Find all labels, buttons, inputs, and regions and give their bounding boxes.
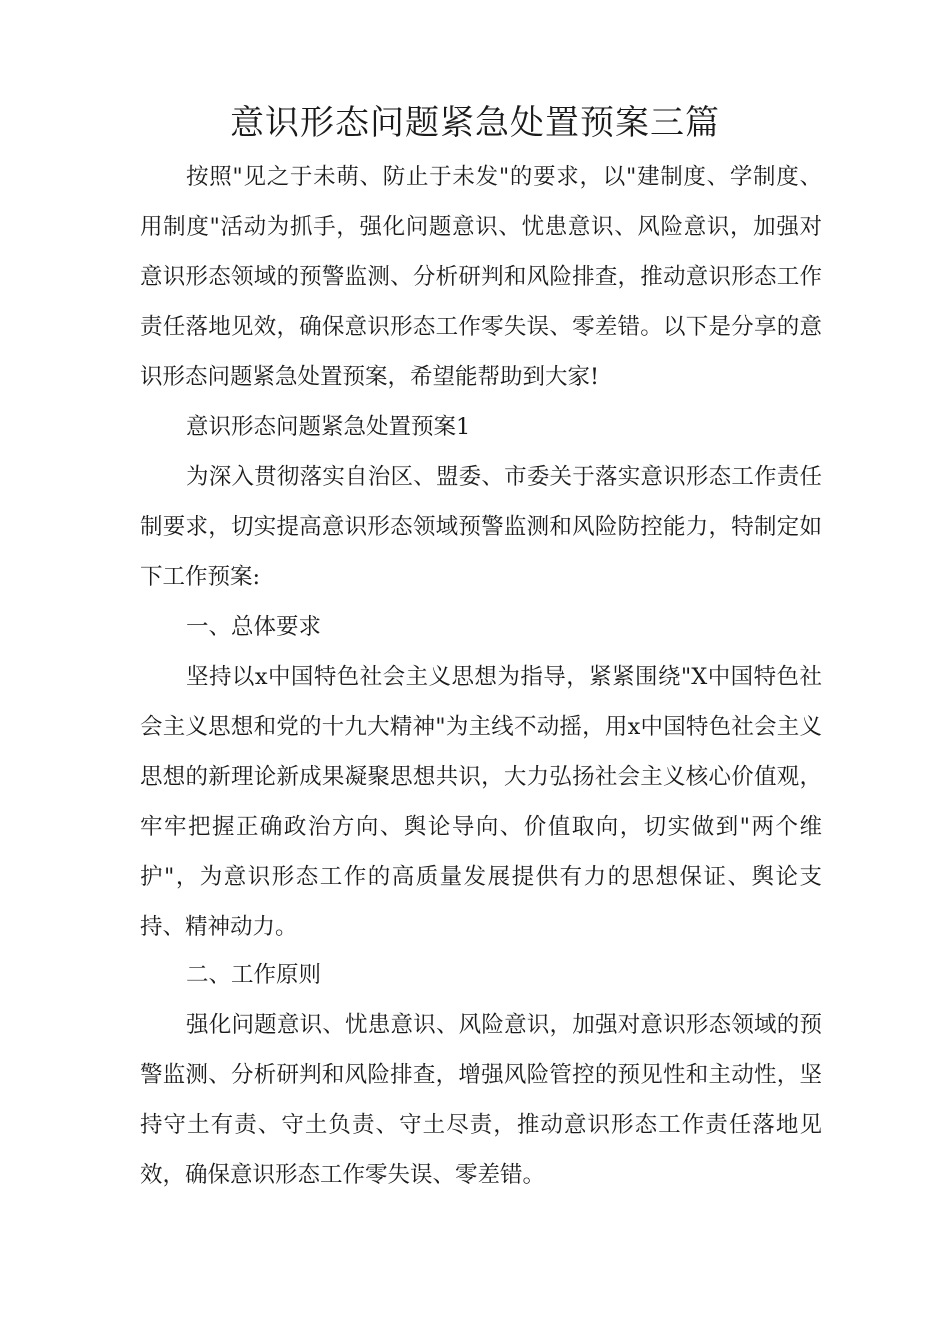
work-principles-paragraph: 强化问题意识、忧患意识、风险意识，加强对意识形态领域的预警监测、分析研判和风险排查，增强风险管控的预见性和主动性，坚持守土有责、守土负责、守土尽责，推动意识形态工作责任落地见效，确保意识形态工作零失误、零差错。 <box>140 1012 822 1188</box>
section-1-title: 意识形态问题紧急处置预案1 <box>186 414 471 440</box>
overall-requirements-paragraph: 坚持以x中国特色社会主义思想为指导，紧紧围绕"X中国特色社会主义思想和党的十九大精神"为主线不动摇，用x中国特色社会主义思想的新理论新成果凝聚思想共识，大力弘扬社会主义核心价值观，牢牢把握正确政治方向、舆论导向、价值取向，切实做到"两个维护"，为意识形态工作的高质量发展提供有力的思想保证、舆论支持、精神动力。 <box>140 664 822 940</box>
heading-work-principles: 二、工作原则 <box>186 962 322 988</box>
section-1-intro-paragraph: 为深入贯彻落实自治区、盟委、市委关于落实意识形态工作责任制要求，切实提高意识形态领域预警监测和风险防控能力，特制定如下工作预案: <box>140 464 822 590</box>
intro-paragraph: 按照"见之于未萌、防止于未发"的要求，以"建制度、学制度、用制度"活动为抓手，强化问题意识、忧患意识、风险意识，加强对意识形态领域的预警监测、分析研判和风险排查，推动意识形态工作责任落地见效，确保意识形态工作零失误、零差错。以下是分享的意识形态问题紧急处置预案，希望能帮助到大家! <box>140 164 822 390</box>
heading-overall-requirements: 一、总体要求 <box>186 614 322 640</box>
document-title: 意识形态问题紧急处置预案三篇 <box>230 103 720 143</box>
